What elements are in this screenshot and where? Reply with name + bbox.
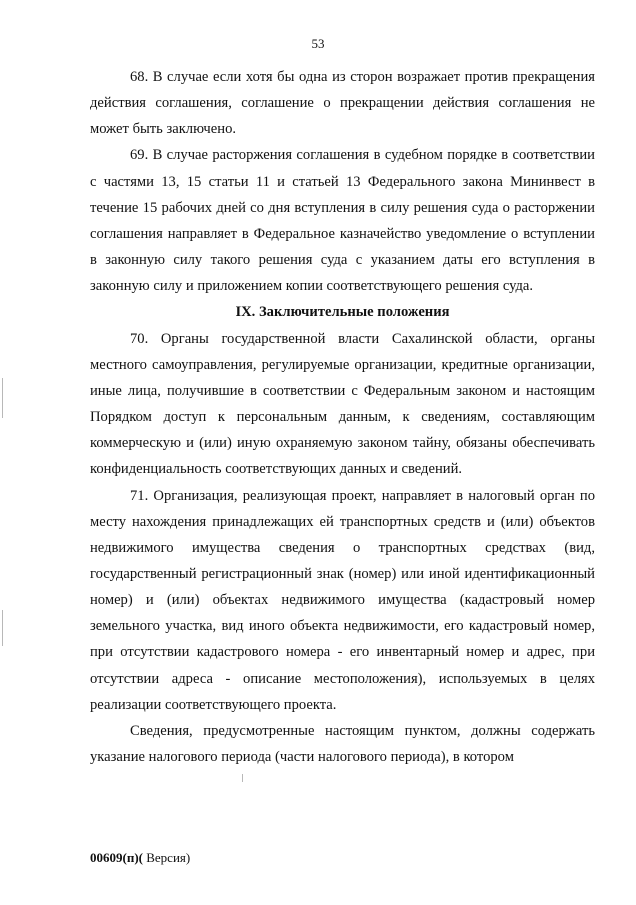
- scan-mark: [2, 378, 3, 418]
- scan-mark: [242, 774, 243, 782]
- paragraph-69: 69. В случае расторжения соглашения в судебном порядке в соответствии с частями 13, 15 статьи 11 и статьей 13 Федерального закона Мининвест в течение 15 рабочих дней со дня вступления в силу решения суда о расторжении соглашения направляет в Федеральное казначейство уведомление о вступлении в законную силу такого решения суда с указанием даты его вступления в законную силу и приложением копии соответствующего решения суда.: [90, 147, 595, 295]
- paragraph-71-info: Сведения, предусмотренные настоящим пунктом, должны содержать указание налогового периода (части налогового периода), в котором: [90, 722, 595, 766]
- paragraph-71: 71. Организация, реализующая проект, направляет в налоговый орган по месту нахождения принадлежащих ей транспортных средств и (или) объектов недвижимого имущества сведения о транспортных средствах (вид, государственный регистрационный знак (номер) или иной идентификационный номер) и (или) объектах недвижимого имущества (кадастровый номер земельного участка, вид иного объекта недвижимости, его кадастровый номер, при отсутствии кадастрового номера - его инвентарный номер и адрес, при отсутствии адреса - описание местоположения), используемых в целях реализации соответствующего проекта.: [90, 487, 595, 713]
- section-heading: IX. Заключительные положения: [235, 304, 450, 321]
- paragraph-70: 70. Органы государственной власти Сахалинской области, органы местного самоуправления, регулируемые организации, кредитные организации, иные лица, получившие в соответствии с Федеральным законом и настоящим Порядком доступ к персональным данным, к сведениям, составляющим коммерческую и (или) иную охраняемую законом тайну, обязаны обеспечивать конфиденциальность соответствующих данных и сведений.: [90, 330, 595, 478]
- document-body: [90, 64, 595, 770]
- document-footer: [90, 850, 190, 866]
- paragraph-68: 68. В случае если хотя бы одна из сторон возражает против прекращения действия соглашения, соглашение о прекращении действия соглашения не может быть заключено.: [90, 69, 595, 138]
- document-code: 00609(п)(: [90, 850, 143, 865]
- scan-mark: [2, 610, 3, 646]
- document-version: Версия): [142, 850, 191, 865]
- page-number: 53: [311, 36, 325, 51]
